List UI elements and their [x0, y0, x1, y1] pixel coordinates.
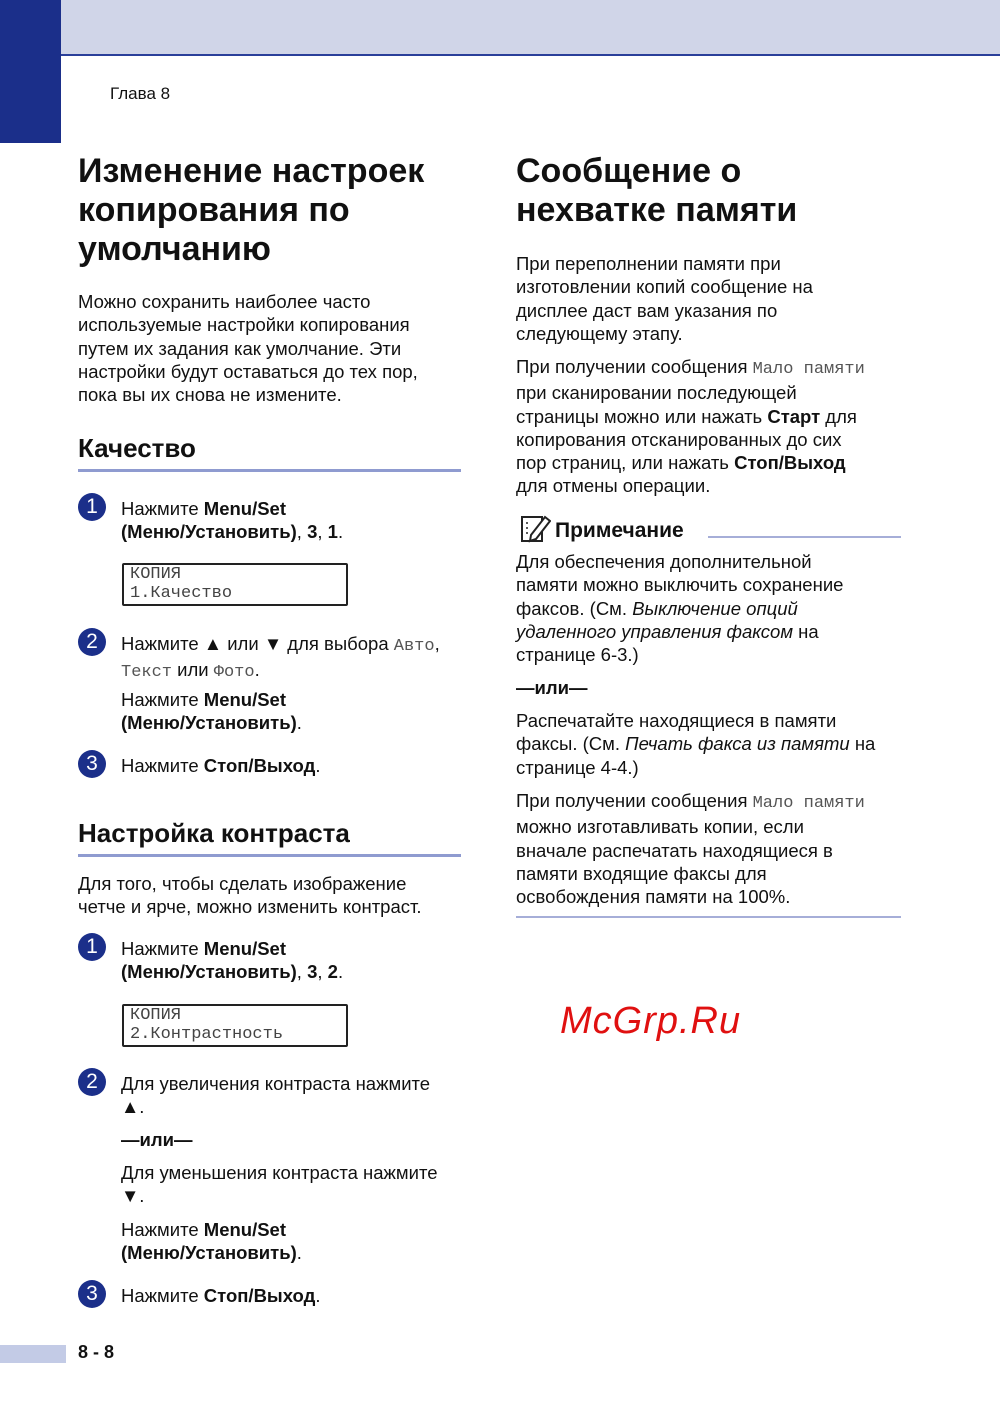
cross-reference: Печать факса из памяти [625, 733, 850, 755]
note-text [516, 709, 875, 779]
text: памяти можно выключить сохранение [516, 574, 844, 596]
key: 3 [307, 961, 318, 983]
text: Нажмите [121, 498, 204, 519]
line: четче и ярче, можно изменить контраст. [78, 896, 422, 918]
line: вначале распечатать находящиеся в [516, 839, 833, 861]
cross-reference: удаленного управления факсом [516, 620, 794, 642]
heading-contrast: Настройка контраста [78, 818, 350, 848]
text: , [317, 961, 328, 983]
key: 3 [307, 521, 318, 543]
text: . [337, 521, 344, 543]
lcd-display [122, 1004, 348, 1047]
title-line: нехватке памяти [516, 191, 798, 229]
key-menu-set-ru: (Меню/Установить) [121, 712, 297, 734]
text: Нажмите [121, 1219, 204, 1240]
text: копирования отсканированных до сих [516, 428, 842, 450]
step-number: 3 [78, 1280, 106, 1308]
line: памяти входящие факсы для [516, 862, 767, 884]
line: можно изготавливать копии, если [516, 816, 804, 838]
footer-bar [0, 1345, 66, 1363]
title-line: Изменение настроек [78, 152, 425, 190]
text: Распечатайте находящиеся в памяти [516, 710, 837, 731]
text: , [434, 633, 440, 654]
text: факсы. (См. [516, 733, 626, 755]
key: 2 [327, 961, 338, 983]
line: При переполнении памяти при [516, 253, 781, 274]
lcd-line: КОПИЯ [130, 1006, 182, 1025]
key-menu-set: Menu/Set [203, 498, 287, 519]
key-menu-set-ru: (Меню/Установить) [121, 1242, 297, 1264]
or-separator: —или— [121, 1129, 193, 1150]
line: дисплее даст вам указания по [516, 299, 778, 321]
line: следующему этапу. [516, 322, 683, 344]
watermark: McGrp.Ru [560, 1000, 742, 1042]
header-band [61, 0, 1000, 56]
text: для [820, 405, 857, 427]
paragraph [516, 789, 865, 908]
line: пока вы их снова не измените. [78, 384, 342, 406]
lcd-line: 2.Контрастность [130, 1025, 284, 1044]
section-end-rule [516, 916, 901, 918]
step-number: 1 [78, 493, 106, 521]
text: пор страниц, или нажать [516, 452, 735, 474]
note-rule [708, 536, 901, 538]
text: , [296, 961, 308, 983]
step-text [121, 1161, 438, 1208]
option: Фото [213, 663, 255, 683]
step-text [121, 1072, 430, 1119]
or-separator: —или— [516, 677, 588, 698]
lcd-line: 1.Качество [130, 584, 233, 603]
line: используемые настройки копирования [78, 314, 410, 336]
step-text [121, 754, 321, 777]
title-line: копирования по [78, 191, 350, 229]
text: Для обеспечения дополнительной [516, 551, 812, 572]
step-text [121, 632, 440, 685]
text: При получении сообщения [516, 790, 753, 811]
line: настройки будут оставаться до тех пор, [78, 360, 418, 382]
text: , [317, 521, 328, 543]
section-title-default-settings [78, 152, 424, 269]
key-start: Старт [767, 405, 821, 427]
heading-rule [78, 469, 461, 472]
page-number: 8 - 8 [78, 1342, 115, 1362]
key-menu-set: Menu/Set [203, 689, 287, 710]
text: Нажмите [121, 755, 204, 776]
key-menu-set: Menu/Set [203, 938, 287, 959]
key-menu-set-ru: (Меню/Установить) [121, 521, 297, 543]
note-pencil-icon [519, 513, 551, 545]
step-number: 3 [78, 750, 106, 778]
text: . [315, 755, 321, 776]
step-number: 1 [78, 933, 106, 961]
paragraph [516, 355, 865, 498]
title-line: умолчанию [78, 230, 271, 268]
text: , [296, 521, 308, 543]
paragraph [516, 252, 813, 345]
text: . [296, 712, 302, 734]
text: . [254, 659, 260, 681]
line: Для уменьшения контраста нажмите [121, 1162, 438, 1183]
section-title-memory [516, 152, 797, 230]
key-stop-exit: Стоп/Выход [203, 755, 316, 776]
text: Нажмите [121, 689, 204, 710]
line: изготовлении копий сообщение на [516, 276, 813, 298]
text: Нажмите [121, 938, 204, 959]
text: При получении сообщения [516, 356, 753, 377]
lcd-display [122, 563, 348, 606]
option: Авто [393, 637, 435, 656]
chapter-tab [0, 0, 61, 143]
step-text [121, 1218, 302, 1265]
line: Можно сохранить наиболее часто [78, 291, 371, 312]
line: Для того, чтобы сделать изображение [78, 873, 407, 894]
text: или [172, 659, 214, 681]
text: . [315, 1285, 321, 1306]
text: страницы можно или нажать [516, 405, 768, 427]
step-text [121, 688, 302, 735]
lcd-message: Мало памяти [752, 360, 865, 379]
key-menu-set-ru: (Меню/Установить) [121, 961, 297, 983]
lcd-message: Мало памяти [752, 794, 865, 813]
step-number: 2 [78, 628, 106, 656]
chapter-label: Глава 8 [110, 84, 171, 103]
line: путем их задания как умолчание. Эти [78, 337, 402, 359]
step-text [121, 1284, 321, 1307]
text: . [296, 1242, 302, 1264]
text: факсов. (См. [516, 597, 633, 619]
key: 1 [327, 521, 338, 543]
key-stop-exit: Стоп/Выход [734, 452, 846, 474]
option: Текст [121, 663, 173, 683]
text: Нажмите [121, 1285, 204, 1306]
title-line: Сообщение о [516, 152, 742, 190]
heading-rule [78, 854, 461, 857]
note-heading: Примечание [555, 519, 684, 542]
key-menu-set: Menu/Set [203, 1219, 287, 1240]
text: при сканировании последующей [516, 382, 797, 404]
text: странице 6-3.) [516, 644, 639, 666]
note-text [516, 550, 843, 666]
step-text [121, 937, 343, 984]
heading-quality: Качество [78, 433, 196, 463]
text: на [793, 620, 819, 642]
text: . [337, 961, 344, 983]
intro-paragraph [78, 290, 418, 406]
text: Нажмите ▲ или ▼ для выбора [121, 633, 394, 654]
text: для отмены операции. [516, 475, 711, 497]
text: странице 4-4.) [516, 756, 639, 778]
line: ▼. [121, 1185, 145, 1207]
line: ▲. [121, 1096, 145, 1118]
step-number: 2 [78, 1068, 106, 1096]
line: освобождения памяти на 100%. [516, 886, 791, 908]
key-stop-exit: Стоп/Выход [203, 1285, 316, 1306]
contrast-intro [78, 872, 422, 919]
line: Для увеличения контраста нажмите [121, 1073, 431, 1094]
step-text [121, 497, 343, 544]
lcd-line: КОПИЯ [130, 565, 182, 584]
text: на [849, 733, 876, 755]
cross-reference: Выключение опций [632, 597, 798, 619]
